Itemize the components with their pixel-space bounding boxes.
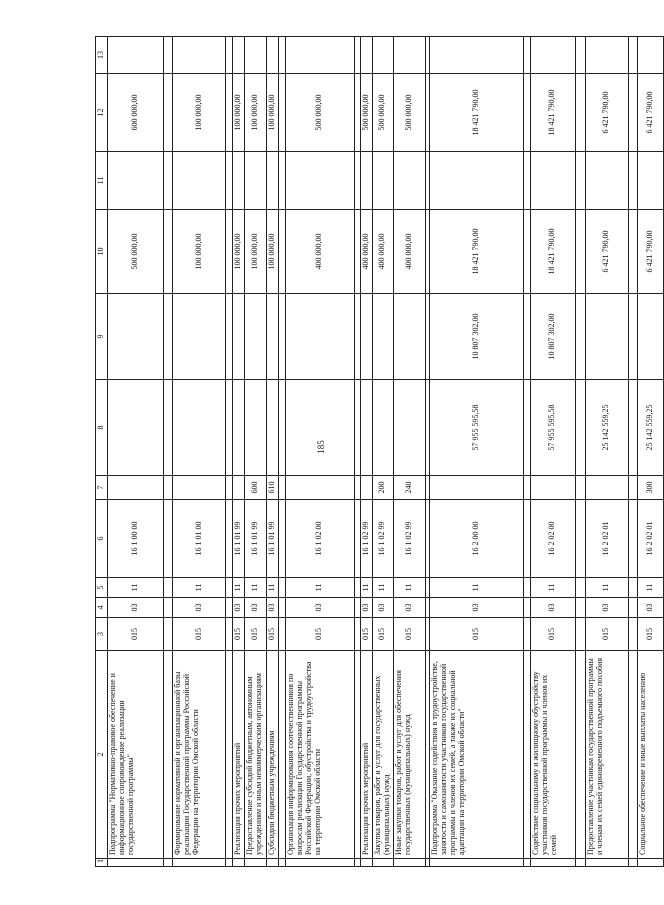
row-value-cell-c10: 400 000,00 — [393, 210, 425, 294]
row-value-cell-c11 — [173, 152, 226, 210]
row-value-cell-c8 — [393, 380, 425, 476]
spacer-cell — [575, 37, 585, 74]
row-value-cell-c11 — [360, 152, 372, 210]
header-cell: 7 — [96, 476, 108, 500]
row-value-cell-c4: 03 — [233, 598, 245, 618]
row-value-cell-c10: 400 000,00 — [360, 210, 372, 294]
row-value-cell-c13 — [233, 37, 245, 74]
row-name-cell: Социальное обеспечение и иные выплаты населению — [637, 651, 663, 859]
spacer-cell — [278, 294, 285, 380]
header-cell: 6 — [96, 500, 108, 578]
spacer-cell — [628, 210, 637, 294]
spacer-cell — [164, 578, 173, 598]
row-value-cell-c10: 18 421 790,00 — [429, 210, 523, 294]
row-value-cell-c10: 400 000,00 — [372, 210, 393, 294]
row-value-cell-c13 — [530, 37, 575, 74]
row-value-cell-c3: 015 — [108, 618, 164, 651]
spacer-cell — [278, 859, 285, 867]
spacer-cell — [628, 651, 637, 859]
row-value-cell-c4: 03 — [108, 598, 164, 618]
spacer-cell — [278, 152, 285, 210]
row-value-cell-c6: 16 1 00 00 — [108, 500, 164, 578]
row-value-cell-c3: 015 — [360, 618, 372, 651]
row-value-cell-c3: 015 — [393, 618, 425, 651]
row-name-cell: Содействие социальному и жилищному обустройству участников государственной программы и членов их семей — [530, 651, 575, 859]
spacer-cell — [278, 651, 285, 859]
row-value-cell-c10: 100 000,00 — [267, 210, 279, 294]
row-value-cell-c11 — [393, 152, 425, 210]
row-value-cell-c4: 03 — [360, 598, 372, 618]
table-row — [393, 37, 425, 867]
row-value-cell-c12: 500 000,00 — [372, 74, 393, 152]
header-cell: 1 — [96, 859, 108, 867]
row-value-cell-c6: 16 2 02 00 — [530, 500, 575, 578]
header-cell: 10 — [96, 210, 108, 294]
row-value-cell-c3: 015 — [637, 618, 663, 651]
spacer-cell — [575, 859, 585, 867]
spacer-cell — [523, 210, 530, 294]
row-value-cell-c8: 57 955 595,58 — [429, 380, 523, 476]
spacer-cell — [164, 210, 173, 294]
row-number-cell — [285, 859, 354, 867]
row-value-cell-c9 — [173, 294, 226, 380]
row-value-cell-c10: 6 421 790,00 — [585, 210, 628, 294]
row-value-cell-c11 — [285, 152, 354, 210]
row-value-cell-c13 — [429, 37, 523, 74]
table-row — [360, 37, 372, 867]
row-value-cell-c11 — [372, 152, 393, 210]
row-value-cell-c3: 015 — [173, 618, 226, 651]
row-value-cell-c5: 11 — [108, 578, 164, 598]
row-value-cell-c10: 6 421 790,00 — [637, 210, 663, 294]
header-cell: 11 — [96, 152, 108, 210]
spacer-cell — [278, 618, 285, 651]
row-value-cell-c4: 03 — [245, 598, 267, 618]
row-value-cell-c5: 11 — [637, 578, 663, 598]
row-value-cell-c3: 015 — [429, 618, 523, 651]
row-value-cell-c13 — [372, 37, 393, 74]
row-value-cell-c5: 11 — [267, 578, 279, 598]
row-value-cell-c6: 16 1 02 99 — [393, 500, 425, 578]
row-value-cell-c5: 11 — [285, 578, 354, 598]
spacer-cell — [226, 210, 233, 294]
spacer-cell — [628, 578, 637, 598]
row-value-cell-c5: 11 — [429, 578, 523, 598]
table-row — [267, 37, 279, 867]
row-value-cell-c9 — [585, 294, 628, 380]
row-value-cell-c7 — [233, 476, 245, 500]
spacer-cell — [575, 294, 585, 380]
row-value-cell-c3: 015 — [372, 618, 393, 651]
row-value-cell-c8 — [360, 380, 372, 476]
row-value-cell-c7: 200 — [372, 476, 393, 500]
spacer-cell — [523, 152, 530, 210]
row-value-cell-c9 — [637, 294, 663, 380]
row-value-cell-c12: 18 421 790,00 — [530, 74, 575, 152]
spacer-row — [628, 37, 637, 867]
spacer-cell — [164, 598, 173, 618]
spacer-cell — [164, 294, 173, 380]
row-value-cell-c6: 16 2 02 01 — [637, 500, 663, 578]
row-value-cell-c12: 100 000,00 — [233, 74, 245, 152]
header-cell: 3 — [96, 618, 108, 651]
spacer-cell — [523, 578, 530, 598]
row-value-cell-c10: 100 000,00 — [245, 210, 267, 294]
spacer-cell — [226, 859, 233, 867]
spacer-cell — [523, 37, 530, 74]
spacer-cell — [575, 380, 585, 476]
row-value-cell-c3: 015 — [285, 618, 354, 651]
row-value-cell-c8 — [108, 380, 164, 476]
row-value-cell-c8: 25 142 559,25 — [637, 380, 663, 476]
row-value-cell-c12: 100 000,00 — [173, 74, 226, 152]
spacer-cell — [278, 500, 285, 578]
row-name-cell: Закупка товаров, работ и услуг для государственных (муниципальных) нужд — [372, 651, 393, 859]
row-value-cell-c7 — [285, 476, 354, 500]
table-body — [96, 37, 664, 867]
row-value-cell-c12: 500 000,00 — [285, 74, 354, 152]
row-name-cell: Предоставление участникам государственной программы и членам их семей единовременного подъемного пособия — [585, 651, 628, 859]
row-value-cell-c6: 16 1 01 99 — [245, 500, 267, 578]
row-value-cell-c12: 6 421 790,00 — [585, 74, 628, 152]
row-name-cell: Подпрограмма "Нормативно-правовое обеспечение и информационное сопровождение реализации государственной программы" — [108, 651, 164, 859]
row-number-cell — [637, 859, 663, 867]
spacer-cell — [628, 380, 637, 476]
row-value-cell-c5: 11 — [530, 578, 575, 598]
row-name-cell: Реализация прочих мероприятий — [360, 651, 372, 859]
header-cell: 13 — [96, 37, 108, 74]
spacer-cell — [226, 37, 233, 74]
spacer-cell — [523, 598, 530, 618]
row-number-cell — [429, 859, 523, 867]
row-value-cell-c7 — [360, 476, 372, 500]
spacer-cell — [628, 618, 637, 651]
row-value-cell-c10: 400 000,00 — [285, 210, 354, 294]
row-value-cell-c10: 100 000,00 — [233, 210, 245, 294]
spacer-cell — [226, 598, 233, 618]
table-row — [585, 37, 628, 867]
spacer-cell — [628, 598, 637, 618]
row-value-cell-c13 — [585, 37, 628, 74]
header-row — [96, 37, 108, 867]
row-value-cell-c11 — [429, 152, 523, 210]
row-number-cell — [267, 859, 279, 867]
budget-table — [95, 36, 664, 867]
row-value-cell-c9: 10 807 302,00 — [429, 294, 523, 380]
row-value-cell-c6: 16 2 00 00 — [429, 500, 523, 578]
row-value-cell-c4: 03 — [530, 598, 575, 618]
budget-table-rotated — [95, 37, 654, 867]
table-row — [233, 37, 245, 867]
spacer-cell — [278, 476, 285, 500]
row-value-cell-c13 — [267, 37, 279, 74]
spacer-row — [226, 37, 233, 867]
row-value-cell-c13 — [108, 37, 164, 74]
spacer-cell — [164, 74, 173, 152]
row-value-cell-c9 — [245, 294, 267, 380]
spacer-cell — [575, 651, 585, 859]
row-value-cell-c7: 610 — [267, 476, 279, 500]
row-number-cell — [233, 859, 245, 867]
spacer-cell — [226, 380, 233, 476]
row-number-cell — [393, 859, 425, 867]
row-value-cell-c6: 16 2 02 01 — [585, 500, 628, 578]
row-value-cell-c5: 11 — [233, 578, 245, 598]
header-cell: 8 — [96, 380, 108, 476]
row-value-cell-c10: 500 000,00 — [108, 210, 164, 294]
spacer-cell — [628, 152, 637, 210]
row-value-cell-c6: 16 1 01 00 — [173, 500, 226, 578]
row-value-cell-c6: 16 1 02 00 — [285, 500, 354, 578]
spacer-row — [575, 37, 585, 867]
spacer-cell — [523, 859, 530, 867]
row-value-cell-c9 — [108, 294, 164, 380]
spacer-cell — [575, 210, 585, 294]
row-value-cell-c4: 03 — [173, 598, 226, 618]
spacer-cell — [278, 210, 285, 294]
spacer-row — [523, 37, 530, 867]
row-value-cell-c13 — [637, 37, 663, 74]
spacer-cell — [226, 476, 233, 500]
row-value-cell-c3: 015 — [245, 618, 267, 651]
row-value-cell-c13 — [393, 37, 425, 74]
row-value-cell-c9 — [267, 294, 279, 380]
spacer-cell — [164, 476, 173, 500]
row-value-cell-c7 — [530, 476, 575, 500]
spacer-cell — [628, 74, 637, 152]
row-value-cell-c9 — [393, 294, 425, 380]
row-name-cell: Субсидии бюджетным учреждениям — [267, 651, 279, 859]
spacer-cell — [278, 578, 285, 598]
row-number-cell — [173, 859, 226, 867]
row-number-cell — [372, 859, 393, 867]
spacer-cell — [523, 476, 530, 500]
spacer-cell — [164, 500, 173, 578]
row-name-cell: Реализация прочих мероприятий — [233, 651, 245, 859]
spacer-cell — [226, 294, 233, 380]
row-value-cell-c4: 03 — [285, 598, 354, 618]
spacer-cell — [523, 380, 530, 476]
row-value-cell-c5: 11 — [245, 578, 267, 598]
row-value-cell-c4: 03 — [393, 598, 425, 618]
spacer-row — [164, 37, 173, 867]
row-value-cell-c6: 16 1 01 99 — [267, 500, 279, 578]
spacer-cell — [575, 500, 585, 578]
row-value-cell-c13 — [285, 37, 354, 74]
row-value-cell-c6: 16 1 02 99 — [372, 500, 393, 578]
row-value-cell-c6: 16 1 01 99 — [233, 500, 245, 578]
row-value-cell-c12: 600 000,00 — [108, 74, 164, 152]
row-value-cell-c7: 240 — [393, 476, 425, 500]
spacer-cell — [628, 294, 637, 380]
row-value-cell-c8 — [267, 380, 279, 476]
spacer-cell — [575, 618, 585, 651]
row-value-cell-c12: 18 421 790,00 — [429, 74, 523, 152]
row-value-cell-c8: 57 955 595,58 — [530, 380, 575, 476]
spacer-cell — [575, 476, 585, 500]
spacer-cell — [628, 37, 637, 74]
row-value-cell-c8 — [372, 380, 393, 476]
row-value-cell-c11 — [108, 152, 164, 210]
spacer-cell — [523, 294, 530, 380]
row-name-cell: Организация информирования соотечественников по вопросам реализации Государственной программы Российской Федерации, обустройства и трудоустройства на территории Омской области — [285, 651, 354, 859]
row-value-cell-c13 — [173, 37, 226, 74]
row-value-cell-c12: 500 000,00 — [360, 74, 372, 152]
row-value-cell-c4: 03 — [267, 598, 279, 618]
row-value-cell-c3: 015 — [530, 618, 575, 651]
spacer-cell — [226, 74, 233, 152]
spacer-cell — [628, 476, 637, 500]
row-value-cell-c11 — [233, 152, 245, 210]
spacer-cell — [164, 651, 173, 859]
row-value-cell-c5: 11 — [360, 578, 372, 598]
row-value-cell-c9 — [233, 294, 245, 380]
row-value-cell-c7: 600 — [245, 476, 267, 500]
row-number-cell — [360, 859, 372, 867]
header-cell: 9 — [96, 294, 108, 380]
row-name-cell: Подпрограмма "Оказание содействия в трудоустройстве, занятости и самозанятости участников государственной программы и членов их семей, а также их социальной адаптации на территории Омской области" — [429, 651, 523, 859]
row-value-cell-c4: 03 — [372, 598, 393, 618]
table-row — [108, 37, 164, 867]
spacer-cell — [575, 152, 585, 210]
row-value-cell-c8 — [285, 380, 354, 476]
row-value-cell-c9 — [285, 294, 354, 380]
spacer-cell — [575, 578, 585, 598]
spacer-cell — [523, 618, 530, 651]
spacer-cell — [628, 500, 637, 578]
row-value-cell-c13 — [360, 37, 372, 74]
row-value-cell-c8 — [233, 380, 245, 476]
spacer-cell — [226, 500, 233, 578]
row-value-cell-c8 — [245, 380, 267, 476]
row-value-cell-c3: 015 — [585, 618, 628, 651]
header-cell: 5 — [96, 578, 108, 598]
row-value-cell-c12: 100 000,00 — [245, 74, 267, 152]
row-value-cell-c8 — [173, 380, 226, 476]
header-cell: 4 — [96, 598, 108, 618]
row-name-cell: Предоставление субсидий бюджетным, автономным учреждениям и иным некоммерческим организациям — [245, 651, 267, 859]
row-value-cell-c11 — [585, 152, 628, 210]
spacer-row — [278, 37, 285, 867]
spacer-cell — [523, 651, 530, 859]
row-value-cell-c5: 11 — [173, 578, 226, 598]
spacer-cell — [164, 380, 173, 476]
row-name-cell: Формирование нормативной и организационной базы реализации Государственной программы Российской Федерации на территории Омской области — [173, 651, 226, 859]
row-value-cell-c9 — [372, 294, 393, 380]
row-value-cell-c10: 18 421 790,00 — [530, 210, 575, 294]
row-value-cell-c12: 100 000,00 — [267, 74, 279, 152]
table-row — [530, 37, 575, 867]
table-row — [173, 37, 226, 867]
row-number-cell — [245, 859, 267, 867]
spacer-cell — [226, 152, 233, 210]
spacer-cell — [226, 578, 233, 598]
table-row — [429, 37, 523, 867]
spacer-cell — [164, 618, 173, 651]
row-value-cell-c11 — [245, 152, 267, 210]
row-value-cell-c12: 6 421 790,00 — [637, 74, 663, 152]
row-value-cell-c4: 03 — [637, 598, 663, 618]
row-value-cell-c5: 11 — [585, 578, 628, 598]
row-value-cell-c11 — [267, 152, 279, 210]
header-cell: 12 — [96, 74, 108, 152]
row-value-cell-c3: 015 — [267, 618, 279, 651]
spacer-cell — [278, 598, 285, 618]
row-value-cell-c6: 16 1 02 99 — [360, 500, 372, 578]
row-value-cell-c7 — [173, 476, 226, 500]
spacer-cell — [523, 500, 530, 578]
row-name-cell: Иные закупки товаров, работ и услуг для обеспечения государственных (муниципальных) нужд — [393, 651, 425, 859]
row-value-cell-c11 — [637, 152, 663, 210]
row-value-cell-c13 — [245, 37, 267, 74]
row-value-cell-c5: 11 — [393, 578, 425, 598]
table-row — [285, 37, 354, 867]
row-number-cell — [530, 859, 575, 867]
spacer-cell — [523, 74, 530, 152]
row-value-cell-c8: 25 142 559,25 — [585, 380, 628, 476]
spacer-cell — [628, 859, 637, 867]
spacer-cell — [278, 380, 285, 476]
spacer-cell — [226, 651, 233, 859]
row-value-cell-c5: 11 — [372, 578, 393, 598]
row-value-cell-c9: 10 807 302,00 — [530, 294, 575, 380]
spacer-cell — [164, 859, 173, 867]
row-value-cell-c11 — [530, 152, 575, 210]
spacer-cell — [278, 74, 285, 152]
row-value-cell-c7: 300 — [637, 476, 663, 500]
page-number: 185 — [316, 440, 326, 454]
row-number-cell — [108, 859, 164, 867]
table-row — [637, 37, 663, 867]
spacer-cell — [226, 618, 233, 651]
row-value-cell-c3: 015 — [233, 618, 245, 651]
row-value-cell-c4: 03 — [429, 598, 523, 618]
spacer-cell — [278, 37, 285, 74]
spacer-cell — [575, 74, 585, 152]
spacer-cell — [164, 152, 173, 210]
row-value-cell-c10: 100 000,00 — [173, 210, 226, 294]
table-row — [372, 37, 393, 867]
spacer-cell — [164, 37, 173, 74]
row-value-cell-c9 — [360, 294, 372, 380]
spacer-cell — [575, 598, 585, 618]
row-value-cell-c7 — [108, 476, 164, 500]
row-value-cell-c4: 03 — [585, 598, 628, 618]
row-number-cell — [585, 859, 628, 867]
row-value-cell-c7 — [429, 476, 523, 500]
table-row — [245, 37, 267, 867]
row-value-cell-c7 — [585, 476, 628, 500]
row-value-cell-c12: 500 000,00 — [393, 74, 425, 152]
header-cell: 2 — [96, 651, 108, 859]
